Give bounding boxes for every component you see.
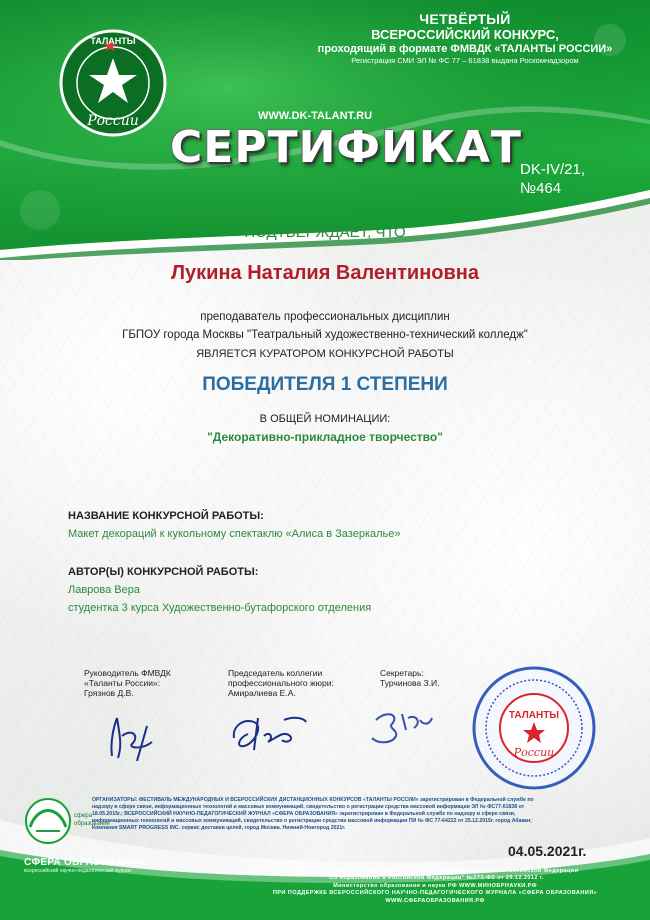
registration-number xyxy=(520,160,630,198)
signatory-2-role: Председатель коллегии xyxy=(228,668,323,678)
official-seal xyxy=(470,664,598,792)
certificate-title: СЕРТИФИКАТ xyxy=(170,122,522,173)
legal-line-4: ПРИ ПОДДЕРЖКЕ ВСЕРОССИЙСКОГО НАУЧНО-ПЕДАГОГИЧЕСКОГО ЖУРНАЛА «СФЕРА ОБРАЗОВАНИЯ» WWW.СФЕРАОБРАЗОВАНИЯ.РФ xyxy=(272,890,598,904)
work-title: Макет декораций к кукольному спектаклю «Алиса в Зазеркалье» xyxy=(68,528,401,540)
position-line-1: преподаватель профессиональных дисциплин xyxy=(200,311,450,323)
position-line-2: ГБПОУ города Москвы "Театральный художественно-технический колледж" xyxy=(122,329,528,341)
sfera-name: СФЕРА ОБРАЗОВАНИЯ xyxy=(24,857,145,868)
signature-3-icon xyxy=(362,700,442,750)
organizers-text: ОРГАНИЗАТОРЫ: ФЕСТИВАЛЬ МЕЖДУНАРОДНЫХ И ВСЕРОССИЙСКИХ ДИСТАНЦИОННЫХ КОНКУРСОВ «ТАЛАНТЫ РОССИИ» зарегистрирован в Федеральной службе по надзору в сфере связи, информационных технологий и массовых коммуникаций, свидетельство о регистрации средства массовой информации ЭЛ № ФС77-61838 от 18.05.2015г.; ВСЕРОССИЙСКИЙ НАУЧНО-ПЕДАГОГИЧЕСКИЙ ЖУРНАЛ «СФЕРА ОБРАЗОВАНИЯ» зарегистрирован в Федеральной службе по надзору в сфере связи, информационных технологий и массовых коммуникаций, свидетельство о регистрации средства массовой информации ПИ № ФС 77-64222 от 25.12.2015г. город Абакан; Компания SMART PROGRESS INC. сервис доставки целей, город Москва. Нижний-Новгород 2021г. xyxy=(92,797,534,831)
org-line-3: проходящий в формате ФМВДК «ТАЛАНТЫ РОССИИ» xyxy=(317,43,613,55)
nomination-value: "Декоративно-прикладное творчество" xyxy=(207,430,443,444)
svg-text:России: России xyxy=(87,113,139,129)
legal-line-3: Министерство образования и науки РФ WWW.МИНОБРНАУКИ.РФ xyxy=(333,882,537,889)
sfera-subtitle: всероссийский научно-педагогический журнал xyxy=(24,868,132,874)
legal-line-2: "Об образовании в Российской Федерации" №273-ФЗ от 29.12.2012 г. xyxy=(325,875,544,882)
signatory-3-role: Секретарь: xyxy=(380,668,424,678)
svg-text:ТАЛАНТЫ: ТАЛАНТЫ xyxy=(90,36,136,46)
talanty-rossii-logo xyxy=(58,28,168,138)
green-header xyxy=(0,0,650,260)
legal-line-1: Конкурс проведен в соответствии с ч.2 ст.77 Федерального закона Российской Федерации xyxy=(291,868,579,874)
award-text: ПОБЕДИТЕЛЯ 1 СТЕПЕНИ xyxy=(202,374,448,395)
organization-block xyxy=(300,12,630,66)
signatory-1-role: Руководитель ФМВДК xyxy=(84,668,171,678)
registration-line-2: №464 xyxy=(520,180,562,197)
curator-text: ЯВЛЯЕТСЯ КУРАТОРОМ КОНКУРСНОЙ РАБОТЫ xyxy=(196,348,454,360)
signatory-1 xyxy=(84,668,171,698)
author-name: Лаврова Вера xyxy=(68,584,140,596)
org-registration: Регистрация СМИ ЭЛ № ФС 77 – 61838 выдана Роскомнадзором xyxy=(351,56,579,65)
svg-text:ТАЛАНТЫ: ТАЛАНТЫ xyxy=(508,710,560,721)
signatory-3-name: Турчинова З.И. xyxy=(380,678,440,688)
author-info: студентка 3 курса Художественно-бутафорского отделения xyxy=(68,602,372,614)
confirms-text: ПОДТВЕРЖДАЕТ, ЧТО xyxy=(244,224,406,241)
signatory-2 xyxy=(228,668,334,698)
legal-notice xyxy=(230,868,640,905)
org-line-1: ЧЕТВЁРТЫЙ xyxy=(419,11,511,27)
signatory-2-org: профессионального жюри: xyxy=(228,678,334,688)
svg-text:образования: образования xyxy=(74,821,110,827)
svg-text:сфера: сфера xyxy=(74,813,92,819)
signatory-2-name: Амиралиева Е.А. xyxy=(228,688,296,698)
authors-label: АВТОР(Ы) КОНКУРСНОЙ РАБОТЫ: xyxy=(68,566,259,578)
svg-text:России: России xyxy=(513,746,555,759)
work-title-label: НАЗВАНИЕ КОНКУРСНОЙ РАБОТЫ: xyxy=(68,510,264,522)
signatory-1-name: Грязнов Д.В. xyxy=(84,688,134,698)
issue-date: 04.05.2021г. xyxy=(508,843,587,859)
recipient-position xyxy=(0,308,650,344)
recipient-name: Лукина Наталия Валентиновна xyxy=(170,262,480,284)
signature-2-icon xyxy=(224,708,314,758)
website-link[interactable]: WWW.DK-TALANT.RU xyxy=(257,110,373,122)
signatory-1-org: «Таланты России»: xyxy=(84,678,161,688)
signatory-3 xyxy=(380,668,439,688)
org-line-2: ВСЕРОССИЙСКИЙ КОНКУРС, xyxy=(371,27,559,42)
nomination-label: В ОБЩЕЙ НОМИНАЦИИ: xyxy=(259,413,391,425)
signature-1-icon xyxy=(92,706,172,766)
registration-line-1: DK-IV/21, xyxy=(520,161,586,178)
